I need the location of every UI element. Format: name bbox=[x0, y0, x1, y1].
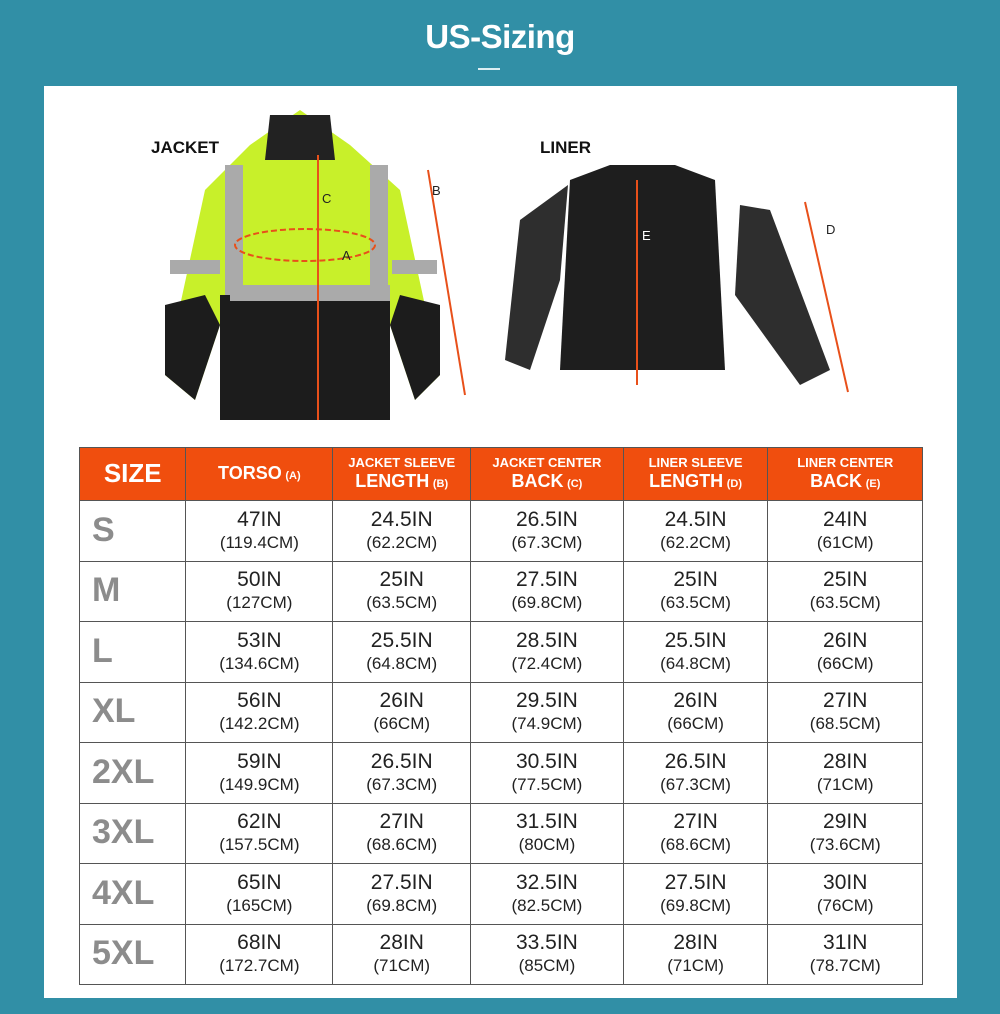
cm-value: (68.6CM) bbox=[660, 835, 731, 855]
table-header-row bbox=[80, 448, 923, 501]
inches-value: 26.5IN bbox=[664, 749, 727, 773]
column-header bbox=[186, 448, 333, 501]
cm-value: (165CM) bbox=[226, 895, 293, 915]
inches-value: 28IN bbox=[379, 931, 424, 955]
inches-value: 27IN bbox=[379, 810, 424, 834]
size-cell: XL bbox=[80, 682, 186, 743]
cm-value: (77.5CM) bbox=[511, 774, 583, 794]
cm-value: (64.8CM) bbox=[366, 653, 438, 673]
measurement-cell bbox=[186, 561, 333, 622]
inches-value: 27.5IN bbox=[664, 870, 727, 894]
inches-value: 29IN bbox=[823, 810, 868, 834]
measurement-cell bbox=[623, 864, 768, 925]
cm-value: (66CM) bbox=[667, 714, 724, 734]
measurement-cell bbox=[471, 864, 624, 925]
cm-value: (157.5CM) bbox=[219, 835, 300, 855]
cm-value: (69.8CM) bbox=[511, 593, 583, 613]
inches-value: 25IN bbox=[823, 568, 868, 592]
table-row bbox=[80, 501, 923, 562]
measurement-cell bbox=[768, 864, 923, 925]
header-tag: (A) bbox=[285, 470, 301, 483]
header-line1: LINER CENTER bbox=[797, 455, 894, 471]
measurement-cell bbox=[768, 803, 923, 864]
measurement-cell bbox=[471, 561, 624, 622]
cm-value: (74.9CM) bbox=[511, 714, 583, 734]
table-row bbox=[80, 682, 923, 743]
inches-value: 31.5IN bbox=[515, 810, 578, 834]
cm-value: (149.9CM) bbox=[219, 774, 300, 794]
inches-value: 26.5IN bbox=[370, 749, 433, 773]
cm-value: (71CM) bbox=[816, 774, 874, 794]
column-header bbox=[623, 448, 768, 501]
inches-value: 25IN bbox=[673, 568, 718, 592]
table-row bbox=[80, 924, 923, 985]
header-tag: (C) bbox=[567, 478, 583, 490]
measurement-cell bbox=[186, 864, 333, 925]
liner-image bbox=[500, 160, 870, 400]
label-c: C bbox=[322, 191, 332, 206]
measurement-cell bbox=[471, 501, 624, 562]
cm-value: (67.3CM) bbox=[660, 774, 731, 794]
inches-value: 24.5IN bbox=[370, 507, 433, 531]
measurement-cell bbox=[333, 682, 471, 743]
size-cell: 3XL bbox=[80, 803, 186, 864]
jacket-image bbox=[160, 105, 470, 425]
inches-value: 32.5IN bbox=[515, 870, 578, 894]
measurement-cell bbox=[623, 743, 768, 804]
cm-value: (80CM) bbox=[518, 835, 576, 855]
inches-value: 47IN bbox=[237, 507, 282, 531]
measurement-cell bbox=[333, 864, 471, 925]
cm-value: (71CM) bbox=[373, 956, 431, 976]
cm-value: (61CM) bbox=[816, 532, 874, 552]
table-row bbox=[80, 803, 923, 864]
header-size: SIZE bbox=[103, 458, 162, 489]
measurement-cell bbox=[186, 924, 333, 985]
measurement-cell bbox=[333, 622, 471, 683]
inches-value: 24IN bbox=[823, 507, 868, 531]
measurement-cell bbox=[471, 682, 624, 743]
size-cell: 5XL bbox=[80, 924, 186, 985]
cm-value: (64.8CM) bbox=[660, 653, 731, 673]
inches-value: 30IN bbox=[823, 870, 868, 894]
cm-value: (72.4CM) bbox=[511, 653, 583, 673]
label-a: A bbox=[342, 248, 351, 263]
column-header bbox=[333, 448, 471, 501]
inches-value: 29.5IN bbox=[515, 689, 578, 713]
size-cell: L bbox=[80, 622, 186, 683]
measurement-cell bbox=[623, 803, 768, 864]
jacket-label: JACKET bbox=[151, 138, 220, 157]
cm-value: (66CM) bbox=[816, 653, 874, 673]
cm-value: (68.5CM) bbox=[809, 714, 881, 734]
cm-value: (63.5CM) bbox=[809, 593, 881, 613]
inches-value: 26IN bbox=[823, 628, 868, 652]
inches-value: 27.5IN bbox=[370, 870, 433, 894]
measurement-cell bbox=[471, 803, 624, 864]
measurement-cell bbox=[768, 561, 923, 622]
measurement-cell bbox=[623, 622, 768, 683]
measurement-cell bbox=[768, 924, 923, 985]
measurement-cell bbox=[471, 743, 624, 804]
header-line2: BACK bbox=[511, 471, 564, 491]
cm-value: (82.5CM) bbox=[511, 895, 583, 915]
measurement-cell bbox=[768, 682, 923, 743]
inches-value: 24.5IN bbox=[664, 507, 727, 531]
cm-value: (62.2CM) bbox=[660, 532, 731, 552]
inches-value: 50IN bbox=[237, 568, 282, 592]
measurement-cell bbox=[333, 803, 471, 864]
inches-value: 62IN bbox=[237, 810, 282, 834]
cm-value: (142.2CM) bbox=[219, 714, 300, 734]
measurement-cell bbox=[768, 743, 923, 804]
inches-value: 28IN bbox=[673, 931, 718, 955]
cm-value: (76CM) bbox=[816, 895, 874, 915]
measurement-cell bbox=[471, 622, 624, 683]
header-tag: (B) bbox=[432, 478, 449, 490]
table-row bbox=[80, 622, 923, 683]
size-cell: 2XL bbox=[80, 743, 186, 804]
label-e: E bbox=[642, 228, 651, 243]
cm-value: (78.7CM) bbox=[809, 956, 881, 976]
inches-value: 26.5IN bbox=[515, 507, 578, 531]
cm-value: (127CM) bbox=[226, 593, 293, 613]
inches-value: 27IN bbox=[673, 810, 718, 834]
measurement-cell bbox=[186, 803, 333, 864]
cm-value: (67.3CM) bbox=[511, 532, 583, 552]
measurement-cell bbox=[623, 561, 768, 622]
inches-value: 28.5IN bbox=[515, 628, 578, 652]
cm-value: (63.5CM) bbox=[660, 593, 731, 613]
cm-value: (69.8CM) bbox=[660, 895, 731, 915]
inches-value: 33.5IN bbox=[515, 931, 578, 955]
cm-value: (63.5CM) bbox=[366, 593, 438, 613]
inches-value: 30.5IN bbox=[515, 749, 578, 773]
title-underline bbox=[478, 68, 500, 70]
column-header bbox=[768, 448, 923, 501]
inches-value: 65IN bbox=[237, 870, 282, 894]
inches-value: 59IN bbox=[237, 749, 282, 773]
header-line1: LINER SLEEVE bbox=[648, 455, 743, 471]
cm-value: (85CM) bbox=[518, 956, 576, 976]
size-cell: S bbox=[80, 501, 186, 562]
size-chart-table bbox=[79, 447, 923, 985]
inches-value: 25.5IN bbox=[370, 628, 433, 652]
cm-value: (69.8CM) bbox=[366, 895, 438, 915]
measurement-cell bbox=[186, 743, 333, 804]
cm-value: (71CM) bbox=[667, 956, 724, 976]
cm-value: (66CM) bbox=[373, 714, 431, 734]
header-tag: (E) bbox=[865, 478, 881, 490]
cm-value: (73.6CM) bbox=[809, 835, 881, 855]
inches-value: 27.5IN bbox=[515, 568, 578, 592]
inches-value: 26IN bbox=[379, 689, 424, 713]
inches-value: 28IN bbox=[823, 749, 868, 773]
header-line2: LENGTH bbox=[355, 471, 430, 491]
measurement-cell bbox=[623, 924, 768, 985]
header-line1: JACKET CENTER bbox=[492, 455, 602, 471]
header-tag: (D) bbox=[726, 478, 743, 490]
measurement-cell bbox=[623, 501, 768, 562]
size-cell: M bbox=[80, 561, 186, 622]
cm-value: (134.6CM) bbox=[219, 653, 300, 673]
measurement-cell bbox=[768, 622, 923, 683]
column-header bbox=[80, 448, 186, 501]
inches-value: 25IN bbox=[379, 568, 424, 592]
header-line1: JACKET SLEEVE bbox=[348, 455, 456, 471]
measurement-cell bbox=[768, 501, 923, 562]
measurement-cell bbox=[186, 501, 333, 562]
inches-value: 26IN bbox=[673, 689, 718, 713]
measurement-cell bbox=[471, 924, 624, 985]
header-line2: BACK bbox=[810, 471, 863, 491]
label-b: B bbox=[432, 183, 441, 198]
inches-value: 56IN bbox=[237, 689, 282, 713]
cm-value: (119.4CM) bbox=[219, 532, 299, 552]
inches-value: 68IN bbox=[237, 931, 282, 955]
table-row bbox=[80, 864, 923, 925]
column-header bbox=[471, 448, 624, 501]
measurement-cell bbox=[623, 682, 768, 743]
table-row bbox=[80, 743, 923, 804]
header-line: TORSO bbox=[218, 463, 282, 484]
cm-value: (62.2CM) bbox=[366, 532, 438, 552]
liner-label: LINER bbox=[540, 138, 591, 157]
measurement-cell bbox=[333, 501, 471, 562]
inches-value: 53IN bbox=[237, 628, 282, 652]
cm-value: (67.3CM) bbox=[366, 774, 438, 794]
page-title: US-Sizing bbox=[425, 18, 575, 55]
inches-value: 27IN bbox=[823, 689, 868, 713]
cm-value: (68.6CM) bbox=[366, 835, 438, 855]
inches-value: 25.5IN bbox=[664, 628, 727, 652]
measurement-cell bbox=[333, 743, 471, 804]
measurement-cell bbox=[186, 622, 333, 683]
label-d: D bbox=[826, 222, 836, 237]
measurement-cell bbox=[333, 924, 471, 985]
measurement-cell bbox=[333, 561, 471, 622]
table-row bbox=[80, 561, 923, 622]
measurement-cell bbox=[186, 682, 333, 743]
header-line2: LENGTH bbox=[649, 471, 724, 491]
inches-value: 31IN bbox=[823, 931, 868, 955]
size-cell: 4XL bbox=[80, 864, 186, 925]
cm-value: (172.7CM) bbox=[219, 956, 300, 976]
